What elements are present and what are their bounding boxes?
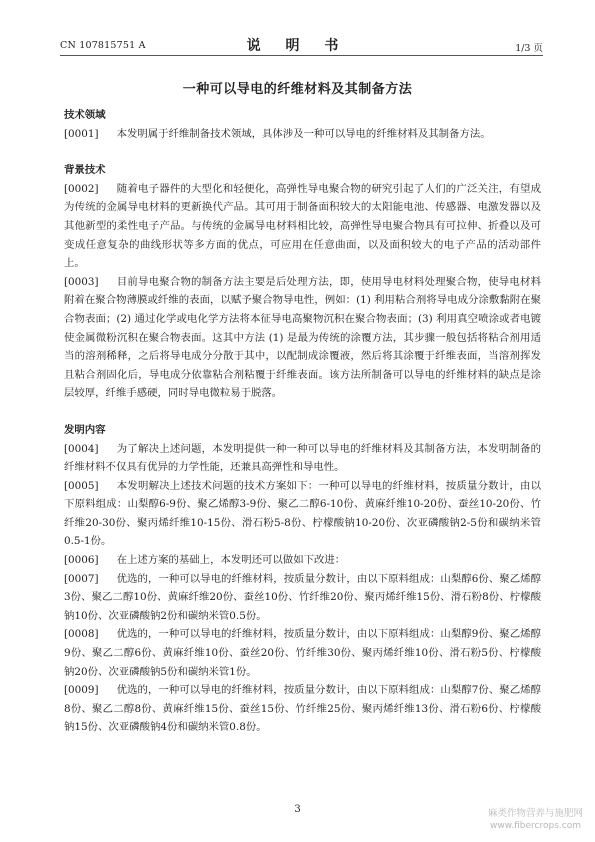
paragraph-number: [0007] [64, 572, 99, 585]
header-page-indicator: 1/3 页 [515, 43, 543, 54]
section-technical-field [64, 106, 541, 143]
paragraph-text: 本发明解决上述技术问题的技术方案如下：一种可以导电的纤维材料，按质量分数计，由以下原料组成：山梨醇6-9份、聚乙烯醇3-9份、聚乙二醇6-10份、黄麻纤维10-20份、蚕丝10-20份、竹纤维20-30份、聚丙烯纤维10-15份、滑石粉5-8份、柠檬酸钠10-20份、次亚磷酸钠2-5份和碳纳米管0.5-1份。 [64, 479, 541, 548]
paragraph [64, 125, 541, 144]
paragraph-number: [0008] [64, 628, 99, 641]
header-doc-type: 说 明 书 [246, 38, 349, 54]
paragraph-number: [0002] [64, 182, 99, 195]
document-title: 一种可以导电的纤维材料及其制备方法 [182, 82, 413, 97]
paragraph [64, 273, 541, 403]
section-background [64, 161, 541, 403]
header-rule [60, 55, 543, 56]
paragraph-number: [0005] [64, 479, 99, 492]
watermark-url: www.fibercrops.com [490, 821, 581, 831]
paragraph-number: [0009] [64, 684, 99, 697]
section-spacer [64, 143, 541, 161]
paragraph [64, 625, 541, 681]
paragraph [64, 570, 541, 626]
paragraph-number: [0003] [64, 275, 99, 288]
paragraph-number: [0004] [64, 442, 99, 455]
section-invention [64, 421, 541, 737]
paragraph [64, 551, 541, 570]
section-spacer [64, 403, 541, 421]
page-number: 3 [294, 804, 301, 815]
watermark-site-name: 麻类作物营养与施肥网 [487, 808, 583, 819]
paragraph [64, 681, 541, 737]
paragraph-number: [0001] [64, 127, 99, 140]
paragraph-text: 目前导电聚合物的制备方法主要是后处理方法，即，使用导电材料处理聚合物，使导电材料附着在聚合物薄膜或纤维的表面，以赋予聚合物导电性，例如：(1) 利用粘合剂将导电成分涂敷黏附在聚合物表面；(2) 通过化学或电化学方法将本征导电高聚物沉积在聚合物表面；(3) 利用真空喷涂或者电镀使金属微粉沉积在聚合物表面。这其中方法 (1) 是最为传统的涂覆方法，其步骤一般包括将粘合剂用适当的溶剂稀释，之后将导电成分分散于其中，以配制成涂覆液，然后将其涂覆于纤维表面，当溶剂挥发且粘合剂固化后，导电成分依靠粘合剂粘覆于纤维表面。该方法所制备可以导电的纤维材料的缺点是涂层较厚，纤维手感硬，同时导电微粒易于脱落。 [64, 275, 541, 400]
section-heading: 背景技术 [64, 164, 106, 177]
paragraph-text: 优选的，一种可以导电的纤维材料，按质量分数计，由以下原料组成：山梨醇9份、聚乙烯醇9份、聚乙二醇6份、黄麻纤维10份、蚕丝20份、竹纤维30份、聚丙烯纤维10份、滑石粉5份、柠檬酸钠20份、次亚磷酸钠5份和碳纳米管1份。 [64, 628, 541, 678]
document-body [64, 106, 541, 737]
site-watermark [488, 808, 583, 832]
header-patent-number: CN 107815751 A [60, 40, 146, 51]
paragraph-text: 优选的，一种可以导电的纤维材料，按质量分数计，由以下原料组成：山梨醇6份、聚乙烯醇3份、聚乙二醇10份、黄麻纤维20份、蚕丝10份、竹纤维20份、聚丙烯纤维15份、滑石粉8份、柠檬酸钠10份、次亚磷酸钠2份和碳纳米管0.5份。 [64, 572, 541, 622]
section-heading: 技术领域 [64, 109, 106, 121]
paragraph-text: 为了解决上述问题，本发明提供一种一种可以导电的纤维材料及其制备方法，本发明制备的纤维材料不仅具有优异的力学性能，还兼具高弹性和导电性。 [64, 442, 541, 474]
paragraph-text: 本发明属于纤维制备技术领域，具体涉及一种可以导电的纤维材料及其制备方法。 [116, 127, 491, 140]
paragraph [64, 440, 541, 477]
paragraph [64, 477, 541, 551]
paragraph-text: 在上述方案的基础上，本发明还可以做如下改进： [116, 554, 346, 567]
paragraph-number: [0006] [64, 554, 99, 567]
paragraph-text: 随着电子器件的大型化和轻便化，高弹性导电聚合物的研究引起了人们的广泛关注，有望成为传统的金属导电材料的更新换代产品。其可用于制备面积较大的太阳能电池、传感器、电激发器以及其他新型的柔性电子产品。与传统的金属导电材料相比较，高弹性导电聚合物具有可拉伸、折叠以及可变成任意复杂的曲线形状等多方面的优点，可应用在任意曲面，以及面积较大的电子产品的活动部件上。 [64, 182, 541, 270]
paragraph [64, 180, 541, 273]
section-heading: 发明内容 [64, 423, 106, 436]
paragraph-text: 优选的，一种可以导电的纤维材料，按质量分数计，由以下原料组成：山梨醇7份、聚乙烯醇8份、聚乙二醇8份、黄麻纤维15份、蚕丝15份、竹纤维25份、聚丙烯纤维13份、滑石粉6份、柠檬酸钠15份、次亚磷酸钠4份和碳纳米管0.8份。 [64, 684, 541, 734]
